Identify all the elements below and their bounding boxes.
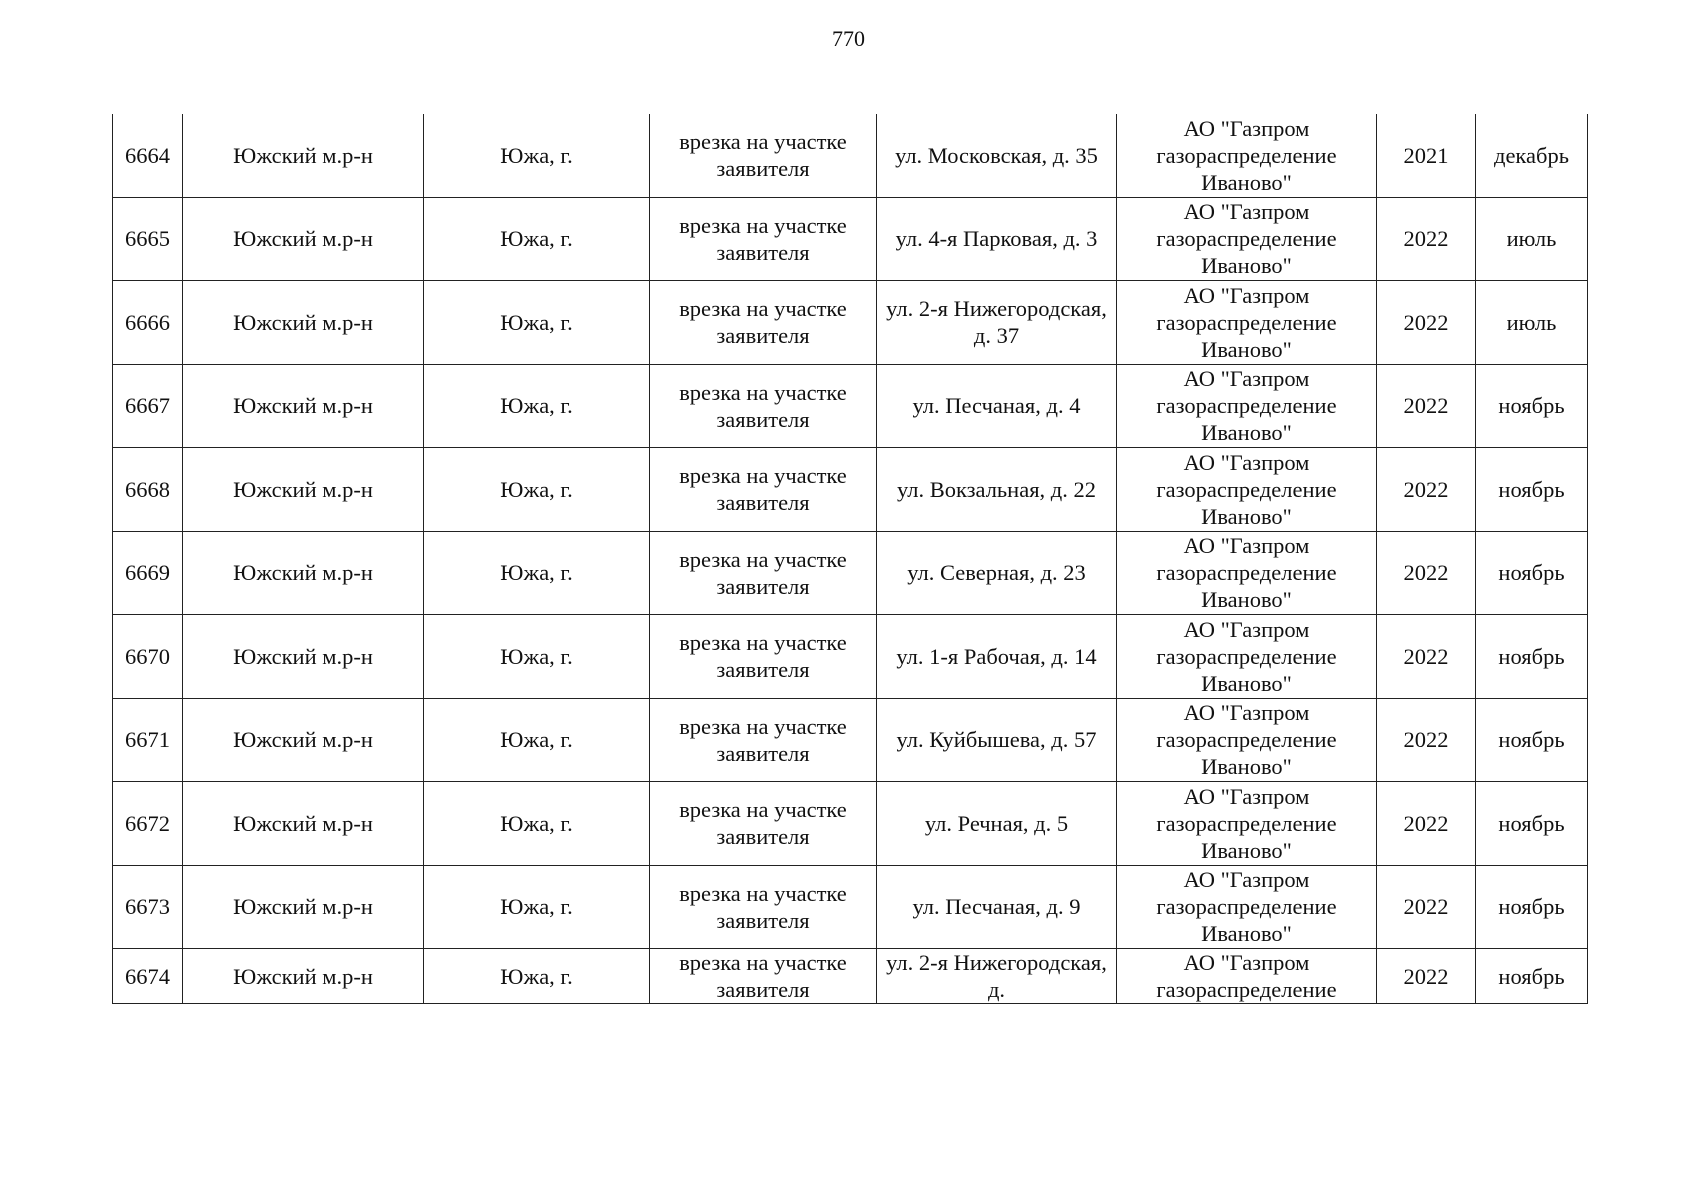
- month-cell: ноябрь: [1476, 865, 1588, 949]
- work-type-cell: врезка на участке заявителя: [650, 281, 877, 365]
- settlement-cell: Южа, г.: [424, 448, 650, 532]
- month-cell: ноябрь: [1476, 698, 1588, 782]
- work-type-cell: врезка на участке заявителя: [650, 949, 877, 1004]
- address-text: ул. 2-я Нижегородская, д.: [886, 950, 1107, 1002]
- address-cell: ул. 2-я Нижегородская, д. 37: [877, 281, 1117, 365]
- address-cell: ул. Речная, д. 5: [877, 782, 1117, 866]
- row-number-cell: 6673: [113, 865, 183, 949]
- row-number-cell: 6669: [113, 531, 183, 615]
- work-type-cell: врезка на участке заявителя: [650, 364, 877, 448]
- row-number-cell: 6672: [113, 782, 183, 866]
- work-type-cell: врезка на участке заявителя: [650, 698, 877, 782]
- district-cell: Южский м.р-н: [183, 197, 424, 281]
- organization-cell: АО "Газпром газораспределение Иваново": [1117, 448, 1377, 532]
- district-cell: Южский м.р-н: [183, 531, 424, 615]
- row-number-cell: 6666: [113, 281, 183, 365]
- settlement-cell: Южа, г.: [424, 949, 650, 1004]
- row-number-cell: 6664: [113, 114, 183, 197]
- organization-cell: АО "Газпром газораспределение Иваново": [1117, 114, 1377, 197]
- address-cell: ул. Куйбышева, д. 57: [877, 698, 1117, 782]
- address-cell: ул. Московская, д. 35: [877, 114, 1117, 197]
- table-row: [113, 197, 1588, 281]
- settlement-cell: Южа, г.: [424, 531, 650, 615]
- table-row: [113, 615, 1588, 699]
- row-number-cell: 6674: [113, 949, 183, 1004]
- month-cell: июль: [1476, 197, 1588, 281]
- table-row: [113, 949, 1588, 1004]
- organization-text: АО "Газпром газораспределение: [1156, 950, 1337, 1002]
- year-cell: 2022: [1377, 865, 1476, 949]
- work-type-cell: врезка на участке заявителя: [650, 114, 877, 197]
- settlement-cell: Южа, г.: [424, 615, 650, 699]
- settlement-cell: Южа, г.: [424, 364, 650, 448]
- organization-cell: АО "Газпром газораспределение Иваново": [1117, 197, 1377, 281]
- year-cell: 2022: [1377, 531, 1476, 615]
- organization-cell: АО "Газпром газораспределение Иваново": [1117, 615, 1377, 699]
- settlement-cell: Южа, г.: [424, 865, 650, 949]
- address-cell: ул. 4-я Парковая, д. 3: [877, 197, 1117, 281]
- year-cell: 2022: [1377, 281, 1476, 365]
- organization-cell: АО "Газпром газораспределение Иваново": [1117, 782, 1377, 866]
- month-cell: июль: [1476, 281, 1588, 365]
- year-cell: 2022: [1377, 782, 1476, 866]
- organization-cell: АО "Газпром газораспределение Иваново": [1117, 364, 1377, 448]
- address-cell: [877, 949, 1117, 1004]
- settlement-cell: Южа, г.: [424, 698, 650, 782]
- address-cell: ул. Северная, д. 23: [877, 531, 1117, 615]
- district-cell: Южский м.р-н: [183, 698, 424, 782]
- settlement-cell: Южа, г.: [424, 197, 650, 281]
- table-row: [113, 364, 1588, 448]
- work-type-cell: врезка на участке заявителя: [650, 782, 877, 866]
- settlement-cell: Южа, г.: [424, 782, 650, 866]
- table-row: [113, 448, 1588, 532]
- work-type-cell: врезка на участке заявителя: [650, 865, 877, 949]
- settlement-cell: Южа, г.: [424, 281, 650, 365]
- address-cell: ул. 1-я Рабочая, д. 14: [877, 615, 1117, 699]
- table-row: [113, 698, 1588, 782]
- district-cell: Южский м.р-н: [183, 949, 424, 1004]
- month-cell: ноябрь: [1476, 615, 1588, 699]
- month-cell: ноябрь: [1476, 364, 1588, 448]
- year-cell: 2022: [1377, 698, 1476, 782]
- year-cell: 2022: [1377, 197, 1476, 281]
- table-row: [113, 531, 1588, 615]
- table-row: [113, 114, 1588, 197]
- organization-cell: АО "Газпром газораспределение Иваново": [1117, 698, 1377, 782]
- work-type-cell: врезка на участке заявителя: [650, 197, 877, 281]
- organization-cell: [1117, 949, 1377, 1004]
- row-number-cell: 6670: [113, 615, 183, 699]
- work-type-cell: врезка на участке заявителя: [650, 448, 877, 532]
- row-number-cell: 6671: [113, 698, 183, 782]
- year-cell: 2022: [1377, 615, 1476, 699]
- row-number-cell: 6668: [113, 448, 183, 532]
- gasification-register-table: [112, 114, 1588, 1004]
- address-cell: ул. Песчаная, д. 4: [877, 364, 1117, 448]
- district-cell: Южский м.р-н: [183, 364, 424, 448]
- row-number-cell: 6665: [113, 197, 183, 281]
- year-cell: 2022: [1377, 949, 1476, 1004]
- table-row: [113, 281, 1588, 365]
- organization-cell: АО "Газпром газораспределение Иваново": [1117, 531, 1377, 615]
- district-cell: Южский м.р-н: [183, 448, 424, 532]
- month-cell: ноябрь: [1476, 448, 1588, 532]
- work-type-cell: врезка на участке заявителя: [650, 531, 877, 615]
- month-cell: ноябрь: [1476, 782, 1588, 866]
- district-cell: Южский м.р-н: [183, 865, 424, 949]
- organization-cell: АО "Газпром газораспределение Иваново": [1117, 281, 1377, 365]
- table-row: [113, 782, 1588, 866]
- row-number-cell: 6667: [113, 364, 183, 448]
- year-cell: 2022: [1377, 448, 1476, 532]
- organization-cell: АО "Газпром газораспределение Иваново": [1117, 865, 1377, 949]
- district-cell: Южский м.р-н: [183, 114, 424, 197]
- table-row: [113, 865, 1588, 949]
- district-cell: Южский м.р-н: [183, 615, 424, 699]
- year-cell: 2021: [1377, 114, 1476, 197]
- district-cell: Южский м.р-н: [183, 782, 424, 866]
- address-cell: ул. Вокзальная, д. 22: [877, 448, 1117, 532]
- work-type-cell: врезка на участке заявителя: [650, 615, 877, 699]
- year-cell: 2022: [1377, 364, 1476, 448]
- month-cell: ноябрь: [1476, 531, 1588, 615]
- address-cell: ул. Песчаная, д. 9: [877, 865, 1117, 949]
- district-cell: Южский м.р-н: [183, 281, 424, 365]
- settlement-cell: Южа, г.: [424, 114, 650, 197]
- page-number: 770: [832, 26, 865, 51]
- month-cell: декабрь: [1476, 114, 1588, 197]
- month-cell: ноябрь: [1476, 949, 1588, 1004]
